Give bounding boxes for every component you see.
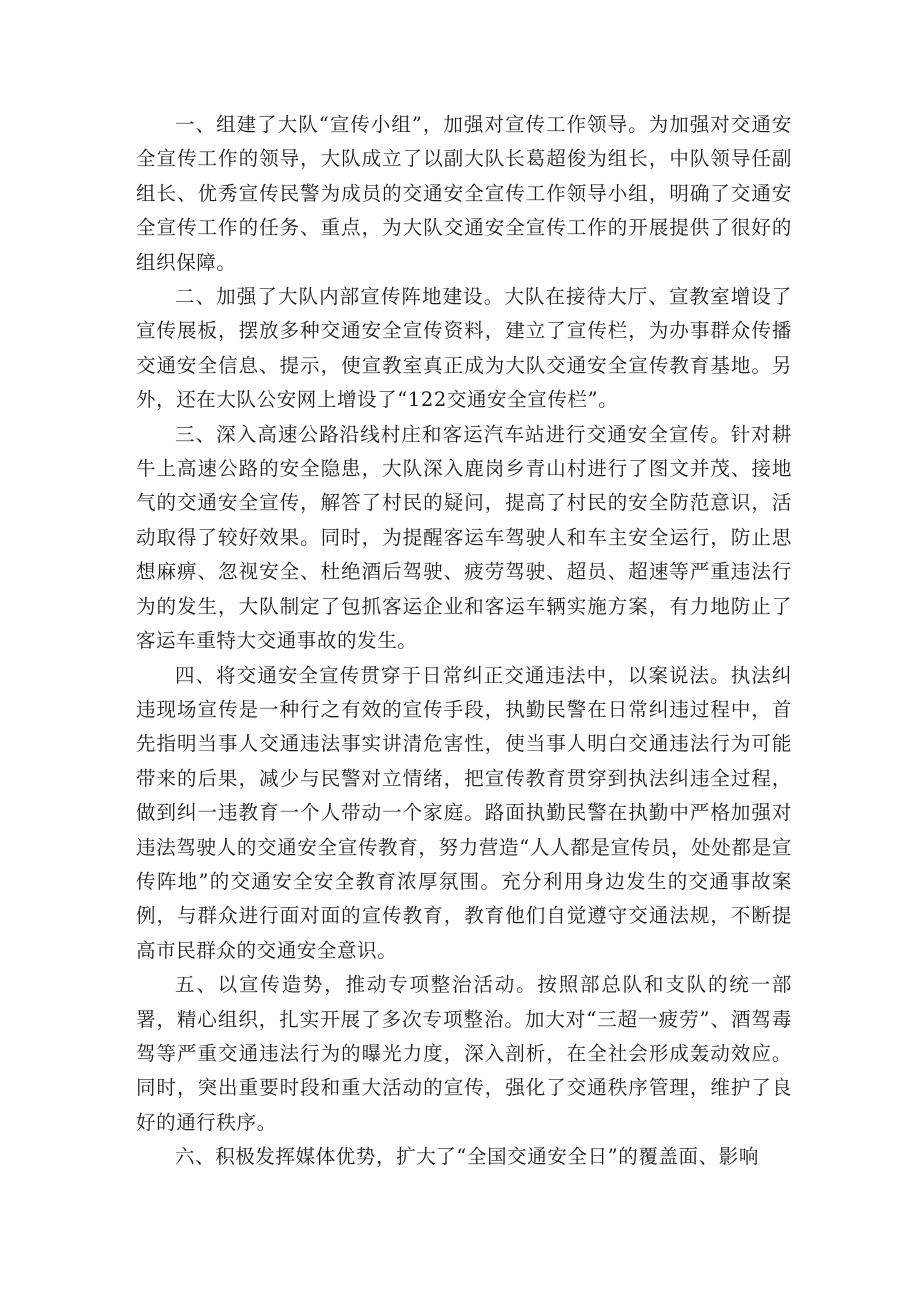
paragraph-4: 四、将交通安全宣传贯穿于日常纠正交通违法中，以案说法。执法纠违现场宣传是一种行之有效的宣传手段，执勤民警在日常纠违过程中，首先指明当事人交通违法事实讲清危害性，使当事人明白交通违法行为可能带来的后果，减少与民警对立情绪，把宣传教育贯穿到执法纠违全过程，做到纠一违教育一个人带动一个家庭。路面执勤民警在执勤中严格加强对违法驾驶人的交通安全宣传教育，努力营造“人人都是宣传员，处处都是宣传阵地”的交通安全安全教育浓厚氛围。充分利用身边发生的交通事故案例，与群众进行面对面的宣传教育，教育他们自觉遵守交通法规，不断提高市民群众的交通安全意识。 xyxy=(136,663,792,962)
paragraph-3: 三、深入高速公路沿线村庄和客运汽车站进行交通安全宣传。针对耕牛上高速公路的安全隐患，大队深入鹿岗乡青山村进行了图文并茂、接地气的交通安全宣传，解答了村民的疑问，提高了村民的安全防范意识，活动取得了较好效果。同时，为提醒客运车驾驶人和车主安全运行，防止思想麻痹、忽视安全、杜绝酒后驾驶、疲劳驾驶、超员、超速等严重违法行为的发生，大队制定了包抓客运企业和客运车辆实施方案，有力地防止了客运车重特大交通事故的发生。 xyxy=(136,422,792,653)
paragraph-1: 一、组建了大队“宣传小组”，加强对宣传工作领导。为加强对交通安全宣传工作的领导，大队成立了以副大队长葛超俊为组长，中队领导任副组长、优秀宣传民警为成员的交通安全宣传工作领导小组，明确了交通安全宣传工作的任务、重点，为大队交通安全宣传工作的开展提供了很好的组织保障。 xyxy=(136,113,792,274)
paragraph-6: 六、积极发挥媒体优势，扩大了“全国交通安全日”的覆盖面、影响 xyxy=(175,1145,759,1169)
paragraph-5: 五、以宣传造势，推动专项整治活动。按照部总队和支队的统一部署，精心组织，扎实开展了多次专项整治。加大对“三超一疲劳”、酒驾毒驾等严重交通违法行为的曝光力度，深入剖析，在全社会形成轰动效应。同时，突出重要时段和重大活动的宣传，强化了交通秩序管理，维护了良好的通行秩序。 xyxy=(136,973,792,1134)
paragraph-2: 二、加强了大队内部宣传阵地建设。大队在接待大厅、宣教室增设了宣传展板，摆放多种交通安全宣传资料，建立了宣传栏，为办事群众传播交通安全信息、提示，使宣教室真正成为大队交通安全宣传教育基地。另外，还在大队公安网上增设了“122交通安全宣传栏”。 xyxy=(136,285,792,412)
document-body xyxy=(136,108,792,1175)
